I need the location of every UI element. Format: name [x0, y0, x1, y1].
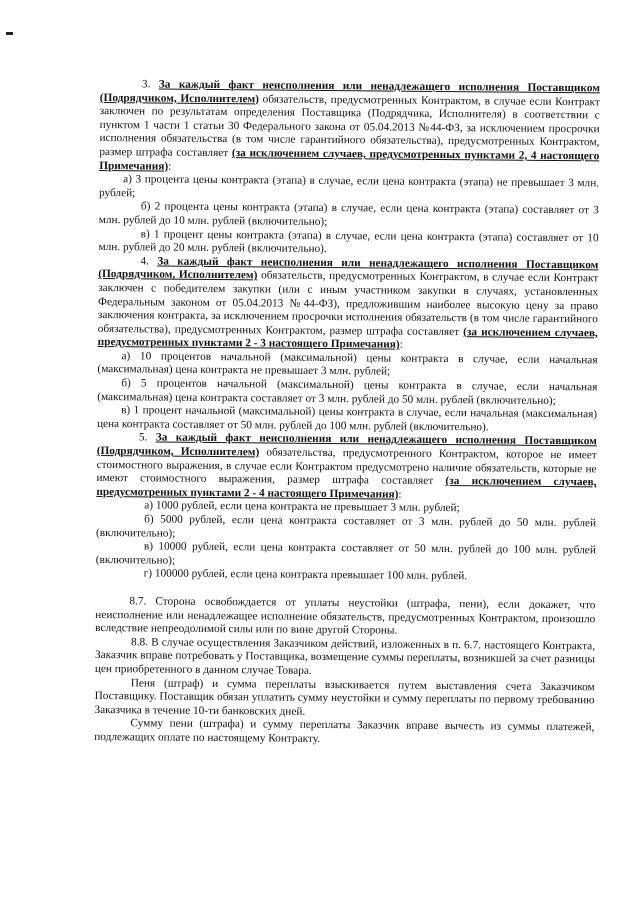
clause-3-title: За каждый факт неисполнения или ненадлежащего исполнения Поставщиком (Подрядчиком, Исполнителем) [99, 78, 600, 105]
clause-4-item-a: а) 10 процентов начальной (максимальной) цены контракта в случае, если начальная (максимальная) цена контракта не превышает 3 млн. рублей; [97, 350, 598, 379]
clause-5-item-c: в) 10000 рублей, если цена контракта составляет от 50 млн. рублей до 100 млн. рублей (включительно); [95, 540, 596, 567]
clause-4-item-c: в) 1 процент начальной (максимальной) цены контракта в случае, если начальная (максимальная) цена контракта составляет от 50 млн. рублей до 100 млн. рублей (включительно). [96, 404, 598, 434]
paragraph-8-7: 8.7. Сторона освобождается от уплаты неустойки (штрафа, пени), если докажет, что неисполнение или ненадлежащее исполнение обязательств, предусмотренных Контрактом, произошло вследствие непреодолимой силы или по вине другой Стороны. [95, 595, 596, 637]
clause-5 [96, 431, 597, 503]
clause-4-item-b: б) 5 процентов начальной (максимальной) цены контракта в случае, если начальная (максимальная) цена контракта составляет от 3 млн. рублей до 50 млн. рублей (включительно); [97, 377, 598, 407]
clause-5-item-b: б) 5000 рублей, если цена контракта составляет от 3 млн. рублей до 50 млн. рублей (включительно); [95, 513, 597, 540]
paragraph-8-8: 8.8. В случае осуществления Заказчиком действий, изложенных в п. 6.7. настоящего Контракта, Заказчик вправе потребовать у Поставщика, возмещение суммы переплаты, возникшей за счет разницы цен приобретенного в данном случае Товара. [94, 636, 596, 677]
clause-5-colon: : [398, 488, 402, 501]
clause-5-item-a: а) 1000 рублей, если цена контракта не превышает 3 млн. рублей; [144, 499, 460, 515]
clause-4-exception: (за исключением случаев, предусмотренных пунктами 2 - 3 настоящего Примечания) [97, 325, 598, 351]
clause-3-body: обязательств, предусмотренных Контрактом, в случае если Контракт заключен по результатам определения Поставщика (Подрядчика, Исполнителя) в соответствии с пунктом 1 части 1 статьи 30 Федерального закона от 05.04.2013 №44-ФЗ, за исключением просрочки исполнения обязательства (в том числе гарантийного обязательства), предусмотренных Контрактом, размер штрафа составляет [99, 92, 600, 160]
clause-4-body: обязательств, предусмотренных Контрактом, в случае если Контракт заключен с победителем закупки (или с иным участником закупки в случаях, установленных Федеральным законом от 05.04.2013 №44-ФЗ), предложившим наиболее высокую цену за право заключения контракта, за исключением просрочки исполнения обязательств (в том числе гарантийного обязательства), предусмотренных Контрактом, размер штрафа составляет [97, 269, 599, 338]
clause-4-title: За каждый факт неисполнения или ненадлежащего исполнения Поставщиком (Подрядчиком, Исполнителем) [98, 255, 599, 282]
clause-3-colon: : [168, 160, 172, 173]
scan-mark [6, 32, 13, 35]
clause-3-number: 3. [141, 78, 151, 91]
paragraph-penalty-deduction: Сумму пени (штрафа) и сумму переплаты Заказчик вправе вычесть из суммы платежей, подлежащих оплате по настоящему Контракту. [94, 717, 595, 745]
document-page [94, 78, 600, 749]
clause-5-item-d: г) 100000 рублей, если цена контракта превышает 100 млн. рублей. [143, 567, 468, 583]
clause-3-item-a: а) 3 процента цены контракта (этапа) в случае, если цена контракта (этапа) не превышает 3 млн. рублей; [98, 173, 600, 200]
clause-4-number: 4. [140, 255, 149, 268]
paragraph-penalty-collection: Пеня (штраф) и сумма переплаты взыскивается путем выставления счета Заказчиком Поставщику. Поставщик обязан уплатить сумму неустойки и сумму переплаты по первому требованию Заказчика в течение 10-ти банковских дней. [94, 676, 595, 718]
clause-4-colon: : [399, 338, 403, 351]
clause-4 [98, 255, 599, 355]
clause-3-item-c: в) 1 процент цены контракта (этапа) в случае, если цена контракта (этапа) составляет от 10 млн. рублей до 20 млн. рублей (включительно). [98, 227, 599, 256]
clause-5-number: 5. [138, 431, 148, 444]
clause-3-item-b: б) 2 процента цены контракта (этапа) в случае, если цена контракта (этапа) составляет от 3 млн. рублей до 10 млн. рублей (включительно); [98, 200, 599, 228]
clause-5-title: За каждый факт неисполнения или ненадлежащего исполнения Поставщиком (Подрядчиком, Исполнителем) [96, 431, 597, 459]
clause-3-exception: (за исключением случаев, предусмотренных пунктами 2, 4 настоящего Примечания) [99, 147, 600, 173]
clause-3 [99, 78, 600, 178]
clause-5-body: обязательства, предусмотренного Контрактом, которое не имеет стоимостного выражения, в случае если Контрактом предусмотрено наличие обязательств, которые не имеют стоимостного выражения, размер штрафа составляет [96, 446, 597, 488]
clause-5-exception: (за исключением случаев, предусмотренных пунктами 2 - 4 настоящего Примечания) [96, 475, 597, 501]
